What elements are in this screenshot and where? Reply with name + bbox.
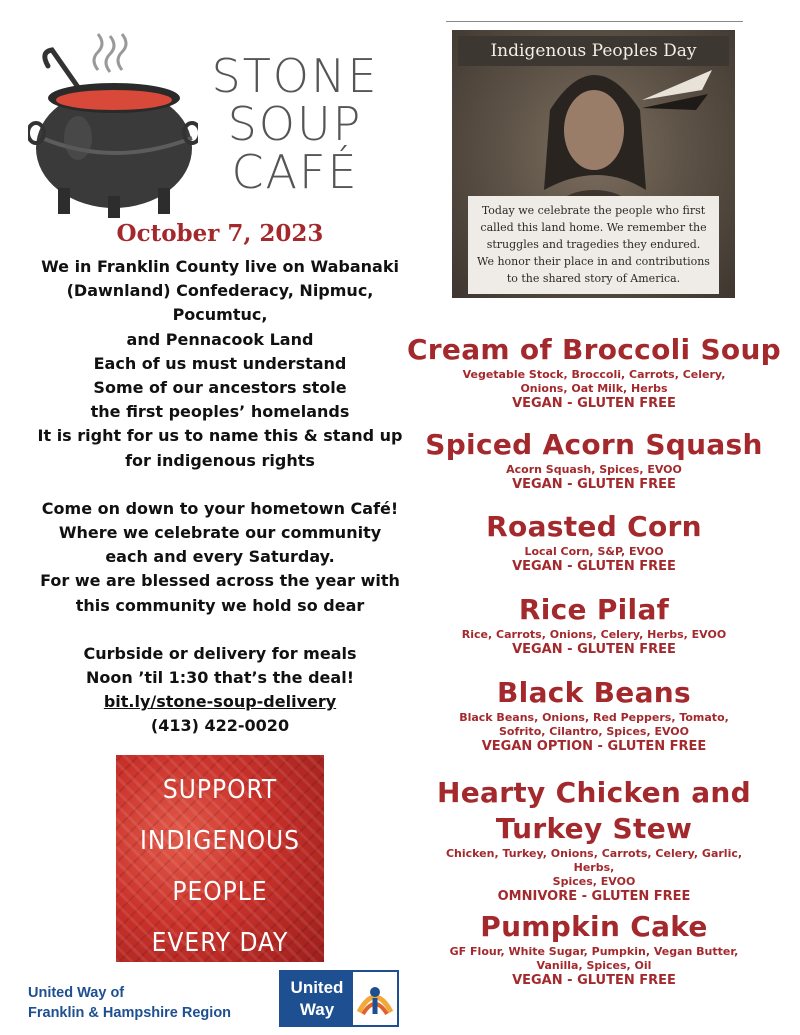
menu-item-ingredients: Chicken, Turkey, Onions, Carrots, Celery, Garlic, Herbs, xyxy=(445,847,743,874)
caption-line: We honor their place in and contributions xyxy=(477,255,710,268)
menu-item-tags: OMNIVORE - GLUTEN FREE xyxy=(497,889,691,904)
feature-title-bar xyxy=(458,36,729,66)
menu-item-ingredients: Spices, EVOO xyxy=(552,875,636,888)
caption-line: Today we celebrate the people who first xyxy=(481,204,706,217)
menu-item-name: Roasted Corn xyxy=(486,510,702,543)
menu-item xyxy=(402,592,786,658)
menu-item-ingredients: Acorn Squash, Spices, EVOO xyxy=(506,463,682,476)
united-way-hand-icon xyxy=(353,972,397,1025)
logo-line-1: STONE xyxy=(211,49,379,103)
menu-item-name: Hearty Chicken and xyxy=(436,776,751,809)
menu-item-name: Cream of Broccoli Soup xyxy=(406,333,782,366)
menu-item xyxy=(402,509,786,575)
invite-line: For we are blessed across the year with xyxy=(40,571,400,591)
support-line: INDIGENOUS xyxy=(139,826,301,856)
invite-line: each and every Saturday. xyxy=(105,547,335,567)
intro-line: We in Franklin County live on Wabanaki xyxy=(41,257,399,276)
logo-line-3: CAFÉ xyxy=(231,145,359,199)
logo-line-2: SOUP xyxy=(227,97,363,151)
menu-item xyxy=(402,675,786,755)
intro-line: (Dawnland) Confederacy, Nipmuc, xyxy=(66,281,374,301)
menu-item-ingredients: Black Beans, Onions, Red Peppers, Tomato, xyxy=(459,711,729,724)
menu-item-ingredients: Rice, Carrots, Onions, Celery, Herbs, EVOO xyxy=(461,628,727,641)
delivery-line: Curbside or delivery for meals xyxy=(83,643,357,663)
logo-wordmark xyxy=(190,49,400,199)
intro-line: the first peoples’ homelands xyxy=(90,402,350,422)
caption-line: called this land home. We remember the xyxy=(480,221,707,234)
menu-item-ingredients: Local Corn, S&P, EVOO xyxy=(524,545,664,558)
intro-line: Some of our ancestors stole xyxy=(93,378,347,398)
event-date: October 7, 2023 xyxy=(116,220,324,247)
invite-line: this community we hold so dear xyxy=(75,595,365,615)
invite-line: Come on down to your hometown Café! xyxy=(41,498,399,518)
support-line: SUPPORT xyxy=(162,775,278,805)
menu-item-name: Spiced Acorn Squash xyxy=(425,428,763,461)
menu-item-tags: VEGAN - GLUTEN FREE xyxy=(512,559,676,574)
menu-item xyxy=(402,775,786,905)
intro-line: It is right for us to name this & stand up xyxy=(37,426,403,446)
intro-line: and Pennacook Land xyxy=(126,329,314,349)
feature-caption xyxy=(468,196,719,294)
menu-item xyxy=(402,909,786,989)
united-way-logo xyxy=(279,970,399,1027)
delivery-link[interactable]: bit.ly/stone-soup-delivery xyxy=(103,692,337,712)
menu-item-tags: VEGAN - GLUTEN FREE xyxy=(512,396,676,411)
united-way-logo-line-2: Way xyxy=(299,1000,335,1019)
intro-text xyxy=(10,255,430,739)
indigenous-peoples-day-photo xyxy=(452,30,735,298)
menu-item-ingredients: Onions, Oat Milk, Herbs xyxy=(520,382,668,395)
menu-item-name: Rice Pilaf xyxy=(518,593,670,626)
menu-item-tags: VEGAN - GLUTEN FREE xyxy=(512,642,676,657)
united-way-line-2: Franklin & Hampshire Region xyxy=(28,1005,232,1021)
menu-item-ingredients: Vegetable Stock, Broccoli, Carrots, Celery, xyxy=(462,368,726,381)
united-way-line-1: United Way of xyxy=(28,985,125,1001)
united-way-label xyxy=(28,983,231,1023)
intro-line: for indigenous rights xyxy=(125,450,315,470)
caption-line: struggles and tragedies they endured. xyxy=(486,238,701,251)
feature-title: Indigenous Peoples Day xyxy=(490,41,697,61)
phone-number: (413) 422-0020 xyxy=(150,716,290,736)
support-indigenous-image xyxy=(116,755,324,962)
menu-item-ingredients: Sofrito, Cilantro, Spices, EVOO xyxy=(498,725,690,738)
menu-item xyxy=(402,427,786,493)
menu-item-name: Pumpkin Cake xyxy=(480,910,708,943)
menu-item-tags: VEGAN OPTION - GLUTEN FREE xyxy=(481,739,707,754)
soup-pot-icon xyxy=(28,28,198,218)
menu-item-name: Black Beans xyxy=(497,676,691,709)
united-way-logo-line-1: United xyxy=(290,978,344,997)
menu-item-name: Turkey Stew xyxy=(495,812,693,845)
intro-line: Each of us must understand xyxy=(93,353,347,373)
menu-item-ingredients: Vanilla, Spices, Oil xyxy=(536,959,652,972)
caption-line: to the shared story of America. xyxy=(506,272,681,285)
intro-line: Pocumtuc, xyxy=(172,305,268,325)
support-line: EVERY DAY xyxy=(151,928,289,958)
menu-item-ingredients: GF Flour, White Sugar, Pumpkin, Vegan Butter, xyxy=(449,945,739,958)
menu-item xyxy=(402,332,786,412)
invite-line: Where we celebrate our community xyxy=(58,523,382,543)
support-line: PEOPLE xyxy=(172,877,268,907)
menu-item-tags: VEGAN - GLUTEN FREE xyxy=(512,973,676,988)
delivery-line: Noon ’til 1:30 that’s the deal! xyxy=(86,668,354,688)
menu-item-tags: VEGAN - GLUTEN FREE xyxy=(512,477,676,492)
divider xyxy=(446,21,743,22)
